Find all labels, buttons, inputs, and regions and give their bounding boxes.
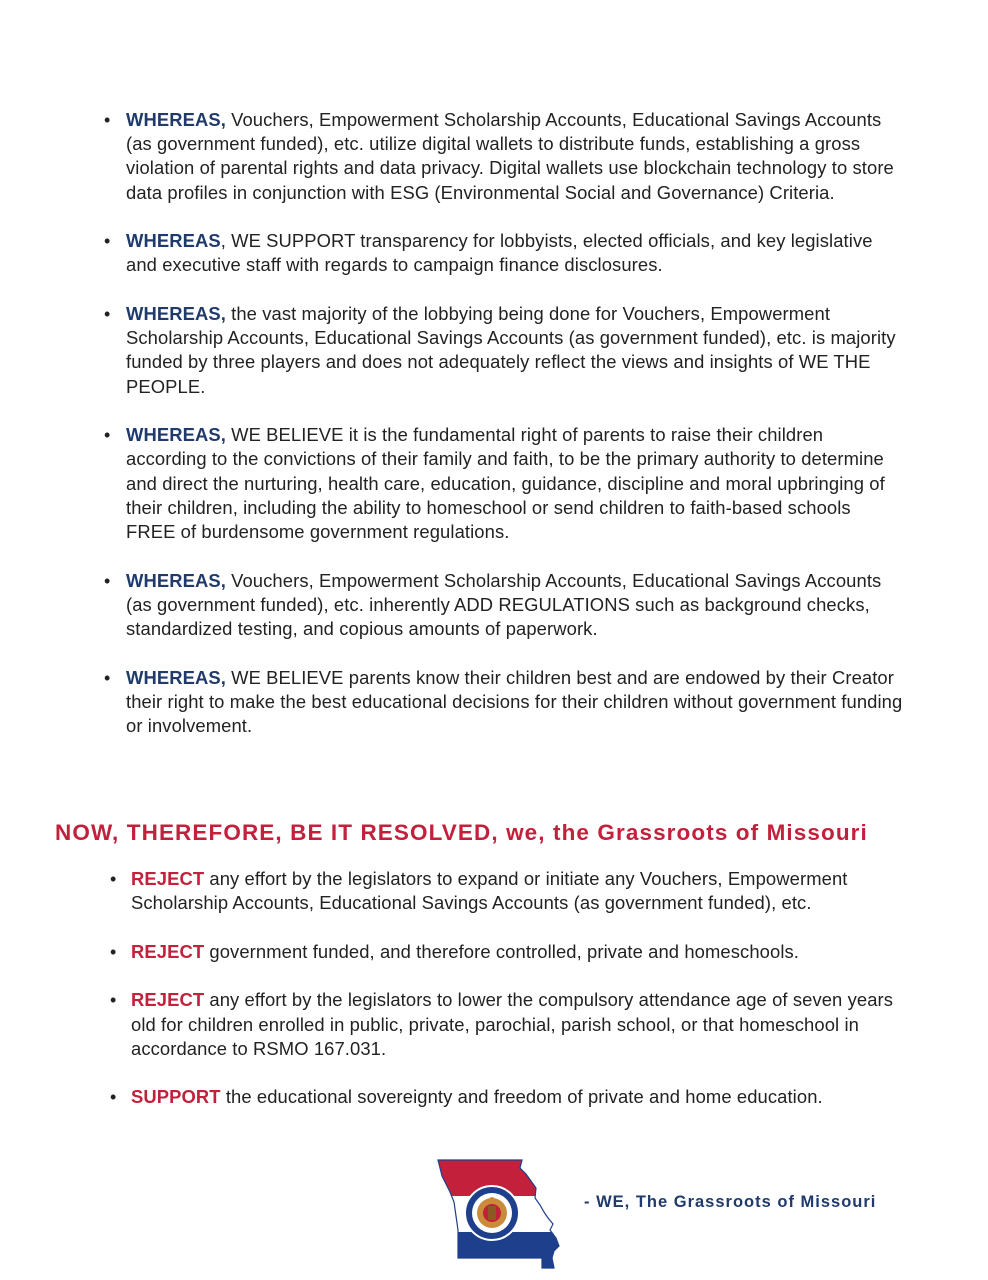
- whereas-keyword: WHEREAS,: [126, 303, 226, 324]
- resolution-keyword: REJECT: [131, 989, 205, 1011]
- resolution-list: [110, 867, 910, 1134]
- whereas-item: [104, 666, 904, 739]
- whereas-item: [104, 569, 904, 642]
- whereas-item: [104, 229, 904, 277]
- whereas-text: Vouchers, Empowerment Scholarship Accounts, Educational Savings Accounts (as government funded), etc. utilize digital wallets to distribute funds, establishing a gross violation of parental rights and data privacy. Digital wallets use blockchain technology to store data profiles in conjunction with ESG (Environmental Social and Governance) Criteria.: [126, 109, 894, 203]
- resolution-text: government funded, and therefore controlled, private and homeschools.: [204, 940, 800, 962]
- resolved-heading: NOW, THEREFORE, BE IT RESOLVED, we, the Grassroots of Missouri: [55, 820, 868, 845]
- resolution-item: [110, 1085, 910, 1109]
- resolution-keyword: REJECT: [131, 868, 205, 889]
- whereas-list: [104, 108, 904, 763]
- whereas-text: Vouchers, Empowerment Scholarship Accounts, Educational Savings Accounts (as government funded), etc. inherently ADD REGULATIONS such as background checks, standardized testing, and copious amounts of paperwork.: [126, 569, 882, 640]
- whereas-item: [104, 302, 904, 399]
- whereas-keyword: WHEREAS,: [126, 424, 226, 446]
- resolution-item: [110, 940, 910, 964]
- whereas-text: , WE SUPPORT transparency for lobbyists, elected officials, and key legislative and executive staff with regards to campaign finance disclosures.: [126, 230, 873, 276]
- resolution-item: [110, 867, 910, 915]
- whereas-text: WE BELIEVE it is the fundamental right of parents to raise their children according to the convictions of their family and faith, to be the primary authority to determine and direct the nurturing, health care, education, guidance, discipline and moral upbringing of their children, including the ability to homeschool or send children to faith-based schools FREE of burdensome government regulations.: [126, 424, 885, 543]
- resolution-text: the educational sovereignty and freedom of private and home education.: [220, 1086, 823, 1108]
- whereas-keyword: WHEREAS,: [126, 109, 226, 130]
- whereas-keyword: WHEREAS: [126, 230, 221, 252]
- whereas-item: [104, 423, 904, 544]
- resolution-keyword: SUPPORT: [131, 1086, 221, 1108]
- signature: - WE, The Grassroots of Missouri: [584, 1193, 877, 1211]
- whereas-keyword: WHEREAS,: [126, 666, 226, 688]
- resolution-keyword: REJECT: [131, 940, 205, 962]
- whereas-text: the vast majority of the lobbying being done for Vouchers, Empowerment Scholarship Accounts, Educational Savings Accounts (as government funded), etc. is majority funded by three players and does not adequately reflect the views and insights of WE THE PEOPLE.: [126, 303, 896, 397]
- resolution-item: [110, 988, 910, 1061]
- resolution-text: any effort by the legislators to lower the compulsory attendance age of seven years old for children enrolled in public, private, parochial, parish school, or that homeschool in accordance to RSMO 167.031.: [131, 989, 894, 1059]
- missouri-flag-map-icon: [436, 1158, 564, 1270]
- whereas-keyword: WHEREAS,: [126, 569, 226, 591]
- whereas-item: [104, 108, 904, 205]
- whereas-text: WE BELIEVE parents know their children best and are endowed by their Creator their right to make the best educational decisions for their children without government funding or involvement.: [126, 666, 903, 737]
- resolution-text: any effort by the legislators to expand or initiate any Vouchers, Empowerment Scholarship Accounts, Educational Savings Accounts (as government funded), etc.: [131, 868, 848, 914]
